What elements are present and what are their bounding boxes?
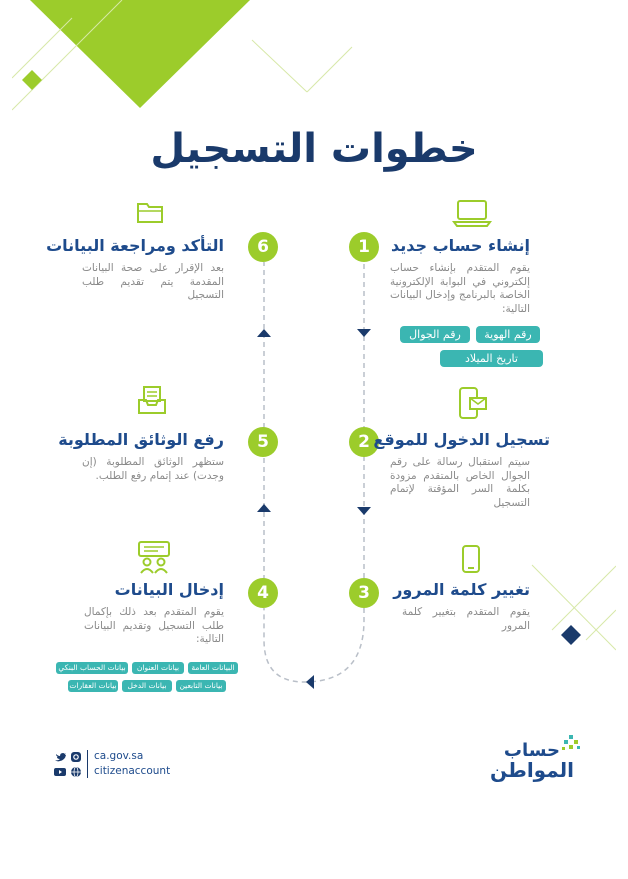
step-4-description: يقوم المتقدم بعد ذلك بإكمال طلب التسجيل وتقديم البيانات التالية: [84,606,224,645]
step-4-chip-address: بيانات العنوان [132,662,184,674]
document-tray-icon [136,384,168,416]
step-1-description: يقوم المتقدم بإنشاء حساب إلكتروني في البوابة الإلكترونية الخاصة بالبرنامج وإدخال البيانات التالية: [390,262,530,315]
logo-line-2: المواطن [489,758,574,782]
website-link[interactable]: ca.gov.sa [94,750,144,762]
phone-message-icon [458,386,488,420]
step-number-5: 5 [248,427,278,457]
step-1-title: إنشاء حساب جديد [390,236,530,255]
step-4-chip-property: بيانات العقارات [69,681,117,690]
step-6-title: التأكد ومراجعة البيانات [46,236,224,255]
poster [12,0,616,808]
instagram-icon[interactable] [70,751,82,763]
step-4-chip-general: البيانات العامة [188,662,238,674]
citizen-account-logo-icon [560,734,582,756]
step-6-description: بعد الإقرار على صحة البيانات المقدمة يتم تقديم طلب التسجيل [82,262,224,301]
globe-icon[interactable] [70,766,82,778]
mobile-icon [460,544,482,574]
page-title: خطوات التسجيل [150,126,478,172]
step-5-title: رفع الوثائق المطلوبة [58,430,224,449]
step-1-chip-birthdate: تاريخ الميلاد [440,350,543,367]
youtube-icon[interactable] [54,766,66,778]
step-4-chip-income: بيانات الدخل [122,680,172,692]
laptop-icon [452,198,492,228]
step-4-chip-dependents: بيانات التابعين [176,680,226,692]
step-number-4: 4 [248,578,278,608]
folder-icon [136,200,164,224]
step-number-1: 1 [349,232,379,262]
social-handle[interactable]: citizenaccount [94,765,171,777]
data-entry-icon [136,538,172,574]
step-number-2: 2 [349,427,379,457]
step-3-description: يقوم المتقدم بتغيير كلمة المرور [402,606,530,632]
step-2-description: سيتم استقبال رسالة على رقم الجوال الخاص بالمتقدم مزودة بكلمة السر المؤقتة لإتمام التسجيل [390,456,530,509]
footer-divider [87,750,88,778]
step-1-chip-id: رقم الهوية [476,326,540,343]
twitter-icon[interactable] [54,751,66,763]
step-1-chip-mobile: رقم الجوال [400,326,470,343]
step-number-6: 6 [248,232,278,262]
step-2-title: تسجيل الدخول للموقع [373,430,550,449]
step-4-chip-bank: بيانات الحساب البنكي [56,662,128,674]
step-4-title: إدخال البيانات [114,580,224,599]
logo-line-1: حساب [503,740,560,761]
step-3-title: تغيير كلمة المرور [393,580,530,599]
step-number-3: 3 [349,578,379,608]
step-5-description: ستظهر الوثائق المطلوبة (إن وجدت) عند إتمام رفع الطلب. [82,456,224,482]
